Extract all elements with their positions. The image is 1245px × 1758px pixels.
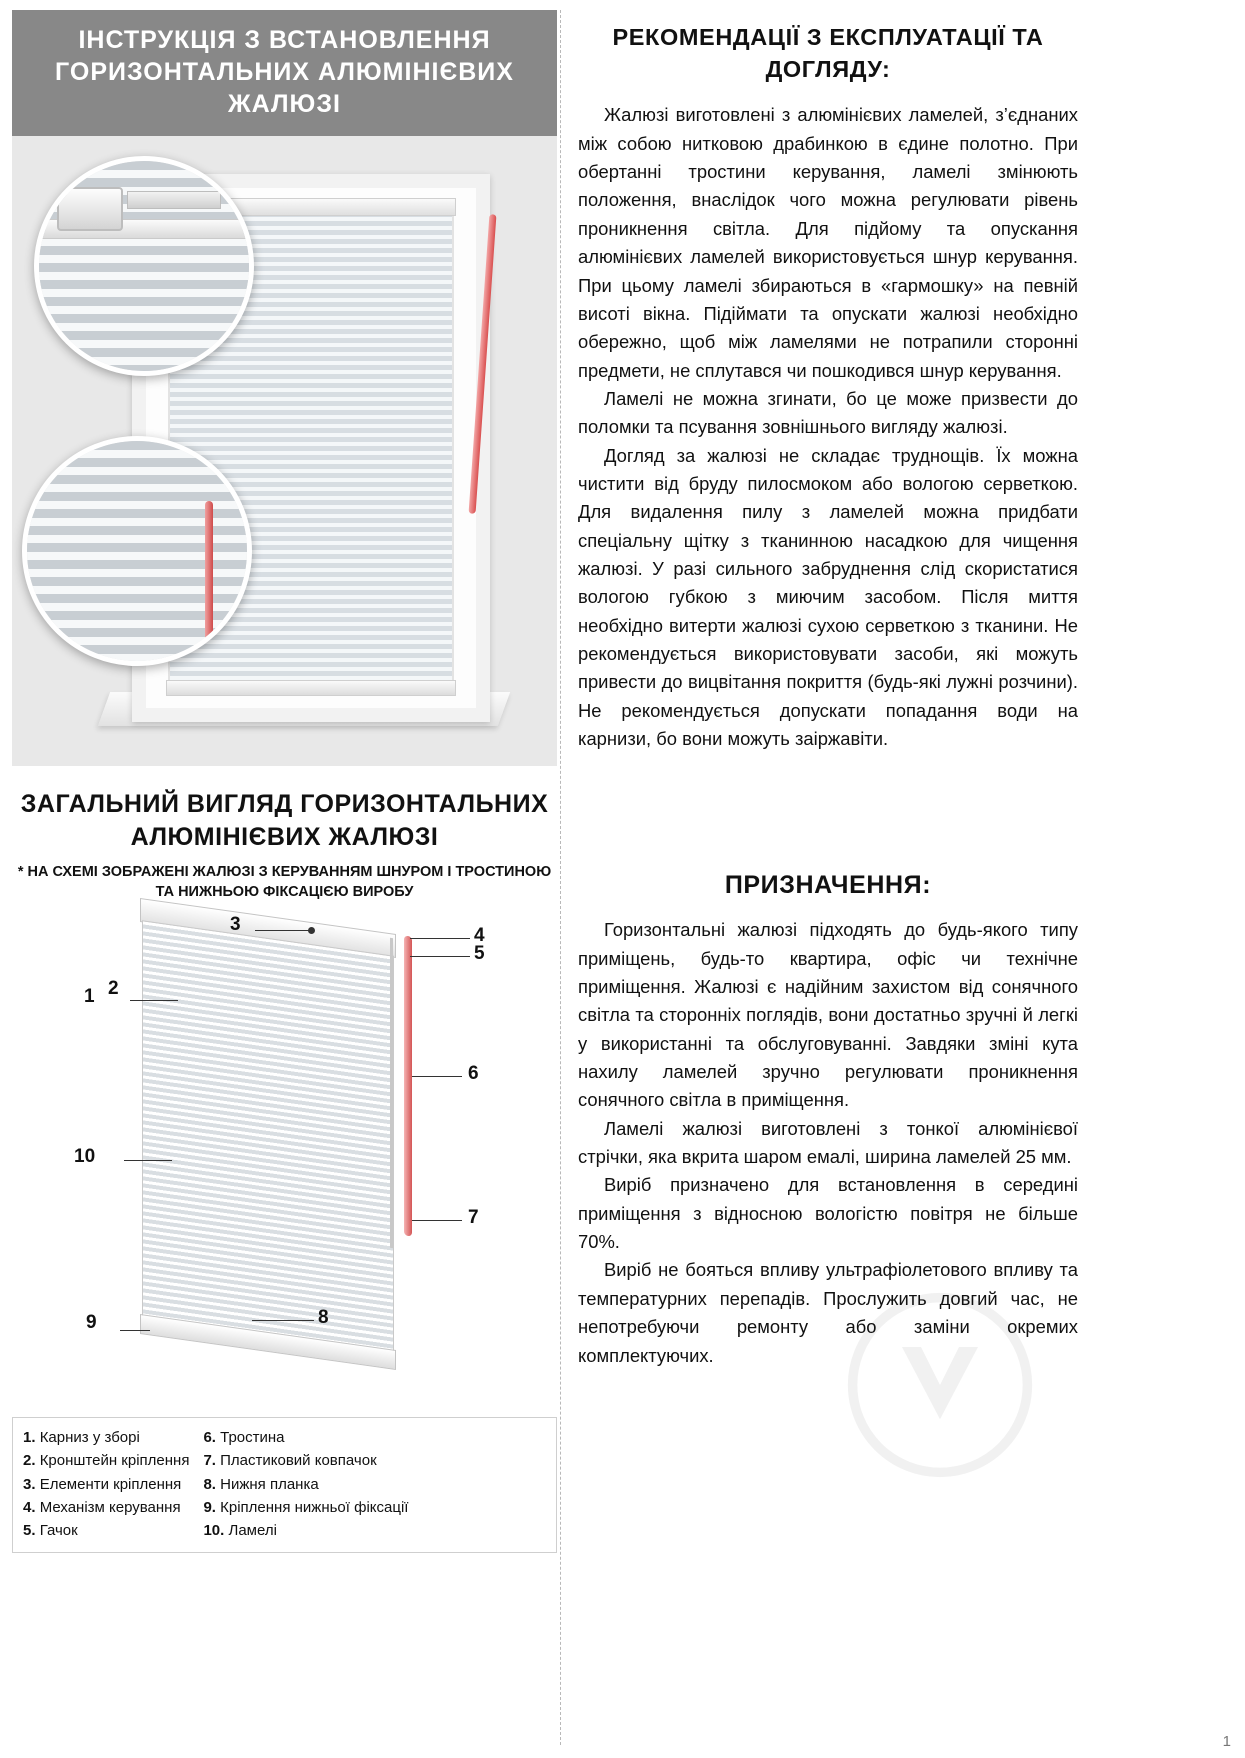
legend-text: Пластиковий ковпачок	[220, 1452, 377, 1470]
callout-7: 7	[468, 1207, 479, 1229]
paragraph: Догляд за жалюзі не складає труднощів. Їх можна чистити від бруду пилосмоком або вологою серветкою. Для видалення пилу з ламелей можна придбати спеціальну щітку з тканинною насадкою для чищення жалюзі. У разі сильного забруднення слід скористатися вологою губкою з миючим засобом. Після миття необхідно витерти жалюзі сухою серветкою з тканини. Не рекомендується використовувати засоби, які можуть привести до вицвітання покриття (будь-які лужні розчини). Не рекомендується допускати попадання води на карнизи, бо вони можуть заіржавіти.	[578, 444, 1078, 749]
legend-column-left	[23, 1426, 189, 1542]
legend-item	[23, 1519, 189, 1542]
legend-item	[203, 1426, 408, 1449]
callout-3: 3	[230, 914, 241, 936]
leader-8	[252, 1320, 314, 1321]
detail-slats-bottom	[27, 441, 247, 661]
legend-num: 6.	[203, 1429, 216, 1447]
left-column	[12, 10, 557, 1745]
detail-circle-slats	[22, 436, 252, 666]
leader-6	[412, 1076, 462, 1077]
paragraph: Жалюзі виготовлені з алюмінієвих ламелей, з’єднаних між собою нитковою драбинкою в єдине полотно. При обертанні тростини керування, ламелі змінюють положення, внаслідок чого можна регулювати рівень проникнення світла. Для підйому та опускання алюмінієвих ламелей використовується шнур керування. При цьому ламелі збираються в «гармошку» на певній висоті вікна. Підіймати та опускати жалюзі необхідно обережно, щоб між ламелями не потрапили сторонні предмети, не сплутався чи пошкодився шнур керування.	[578, 104, 1078, 381]
legend-text: Тростина	[220, 1429, 285, 1447]
legend-num: 8.	[203, 1475, 216, 1493]
legend-num: 3.	[23, 1475, 36, 1493]
legend-num: 10.	[203, 1522, 225, 1540]
legend-num: 5.	[23, 1522, 36, 1540]
purpose-body	[578, 916, 1078, 1370]
legend-item	[203, 1473, 408, 1496]
right-column	[578, 22, 1078, 1370]
legend-text: Гачок	[39, 1522, 78, 1540]
paragraph: Виріб призначено для встановлення в середині приміщення з відносною вологістю повітря не більше 70%.	[578, 1174, 1078, 1253]
legend	[12, 1417, 557, 1553]
legend-item	[23, 1473, 189, 1496]
callout-1: 1	[84, 986, 95, 1008]
blind-diagram	[12, 908, 557, 1413]
legend-num: 7.	[203, 1452, 216, 1470]
legend-text: Ламелі	[228, 1522, 277, 1540]
legend-text: Кронштейн кріплення	[39, 1452, 190, 1470]
leader-3	[255, 930, 310, 931]
diagram-slats	[142, 920, 394, 1357]
legend-text: Кріплення нижньої фіксації	[220, 1498, 409, 1516]
legend-num: 9.	[203, 1498, 216, 1516]
paragraph: Горизонтальні жалюзі підходять до будь-якого типу приміщень, будь-то квартира, офіс чи технічне приміщення. Жалюзі є надійним захистом від сонячного світла та сторонніх поглядів, вони достатньо зручні й легкі у використанні та обслуговуванні. Завдяки зміні кута нахилу ламелей зручно регулювати проникнення сонячного світла в приміщення.	[578, 919, 1078, 1111]
detail-circle-bracket	[34, 156, 254, 376]
detail-wand	[205, 501, 213, 651]
legend-num: 2.	[23, 1452, 36, 1470]
detail-bracket	[57, 187, 123, 231]
leader-10	[124, 1160, 172, 1161]
detail-mechanism	[127, 191, 221, 209]
leader-7	[412, 1220, 462, 1221]
legend-num: 4.	[23, 1498, 36, 1516]
legend-column-right	[203, 1426, 408, 1542]
paragraph: Ламелі жалюзі виготовлені з тонкої алюмінієвої стрічки, яка вкрита шаром емалі, ширина ламелей 25 мм.	[578, 1117, 1078, 1168]
diagram-cord	[390, 938, 393, 1248]
legend-item	[203, 1496, 408, 1519]
legend-text: Карниз у зборі	[39, 1429, 140, 1447]
recommendations-title: РЕКОМЕНДАЦІЇ З ЕКСПЛУАТАЦІЇ ТА ДОГЛЯДУ:	[612, 24, 1044, 82]
leader-9	[120, 1330, 150, 1331]
callout-4: 4	[474, 925, 485, 947]
page-number: 1	[1222, 1733, 1231, 1750]
purpose-title: ПРИЗНАЧЕННЯ:	[724, 871, 932, 900]
legend-item	[23, 1496, 189, 1519]
callout-9: 9	[86, 1312, 97, 1334]
paragraph: Виріб не бояться впливу ультрафіолетового впливу та температурних перепадів. Прослужить довгий час, не непотребуючи ремонту або заміни окремих комплектуючих.	[578, 1259, 1078, 1366]
legend-item	[23, 1426, 189, 1449]
page-title: ІНСТРУКЦІЯ З ВСТАНОВЛЕННЯ ГОРИЗОНТАЛЬНИХ АЛЮМІНІЄВИХ ЖАЛЮЗІ	[12, 10, 557, 136]
section-note: * НА СХЕМІ ЗОБРАЖЕНІ ЖАЛЮЗІ З КЕРУВАННЯМ ШНУРОМ І ТРОСТИНОЮ ТА НИЖНЬОЮ ФІКСАЦІЄЮ ВИРОБУ	[17, 864, 552, 900]
section-title-general-view: ЗАГАЛЬНИЙ ВИГЛЯД ГОРИЗОНТАЛЬНИХ АЛЮМІНІЄВИХ ЖАЛЮЗІ	[20, 790, 549, 851]
callout-10: 10	[74, 1146, 96, 1168]
callout-6: 6	[468, 1063, 479, 1085]
callout-2: 2	[108, 978, 119, 1000]
leader-1	[130, 1000, 178, 1001]
legend-text: Механізм керування	[39, 1498, 181, 1516]
legend-text: Елементи кріплення	[39, 1475, 182, 1493]
installation-photo	[12, 136, 557, 766]
column-divider	[560, 10, 561, 1745]
paragraph: Ламелі не можна згинати, бо це може призвести до поломки та псування зовнішнього вигляду жалюзі.	[578, 387, 1078, 438]
bottom-rail	[166, 680, 456, 696]
legend-item	[203, 1519, 408, 1542]
legend-item	[203, 1449, 408, 1472]
legend-text: Нижня планка	[220, 1475, 319, 1493]
diagram-wand	[404, 936, 412, 1237]
legend-item	[23, 1449, 189, 1472]
leader-5	[410, 956, 470, 957]
legend-num: 1.	[23, 1429, 36, 1447]
recommendations-body	[578, 101, 1078, 753]
callout-5: 5	[474, 943, 485, 965]
callout-8: 8	[318, 1307, 329, 1329]
leader-4	[410, 938, 470, 939]
